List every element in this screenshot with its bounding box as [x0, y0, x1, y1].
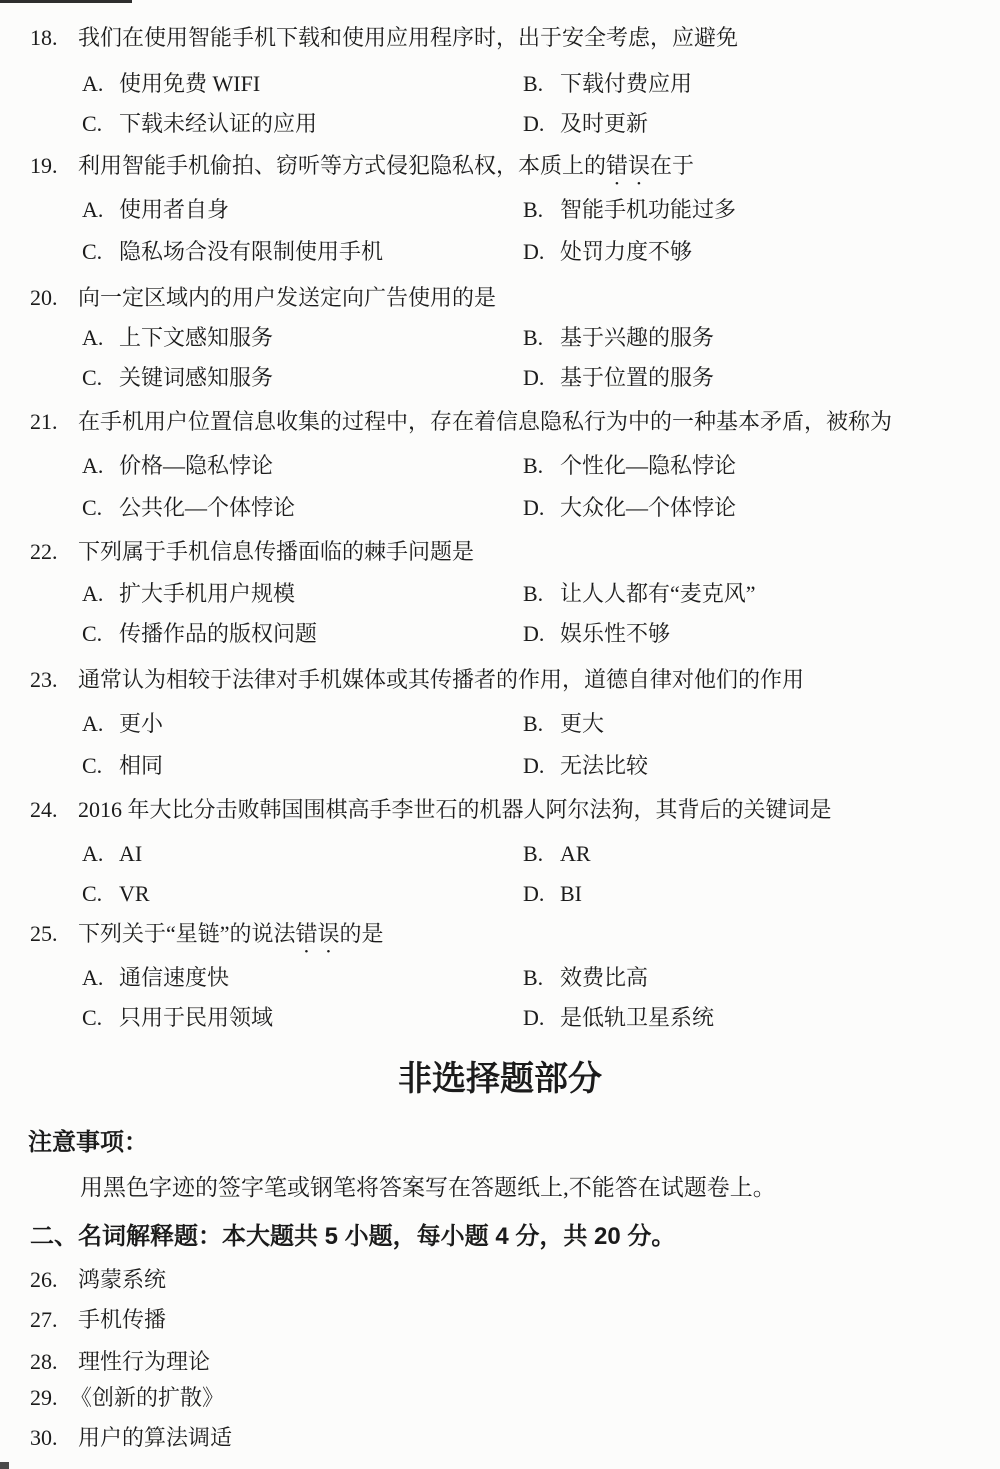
- option-b: [523, 452, 736, 480]
- option-letter: A.: [82, 71, 104, 96]
- option-letter: D.: [523, 365, 545, 390]
- item-text: 用户的算法调适: [78, 1425, 233, 1450]
- option-letter: A.: [82, 197, 104, 222]
- option-d: [523, 880, 582, 908]
- option-letter: D.: [523, 111, 545, 136]
- option-b: [523, 964, 648, 992]
- option-text: 大众化—个体悖论: [560, 495, 737, 520]
- option-c: [82, 238, 383, 266]
- option-letter: B.: [523, 71, 544, 96]
- option-a: [82, 964, 229, 992]
- item-27: [30, 1306, 166, 1334]
- option-text: 是低轨卫星系统: [560, 1005, 715, 1030]
- option-c: [82, 752, 163, 780]
- section2-title: 二、名词解释题：本大题共 5 小题，每小题 4 分，共 20 分。: [30, 1223, 676, 1250]
- option-text: 及时更新: [560, 111, 649, 136]
- option-c: [82, 364, 273, 392]
- option-text: 使用者自身: [119, 197, 230, 222]
- option-text: 只用于民用领域: [119, 1005, 274, 1030]
- option-text: 隐私场合没有限制使用手机: [119, 239, 384, 264]
- option-c: [82, 1004, 273, 1032]
- option-letter: D.: [523, 239, 545, 264]
- option-b: [523, 580, 756, 608]
- option-text: 智能手机功能过多: [560, 197, 737, 222]
- option-letter: C.: [82, 495, 103, 520]
- option-letter: D.: [523, 621, 545, 646]
- item-text: 手机传播: [78, 1307, 167, 1332]
- item-number: 28.: [30, 1349, 58, 1374]
- question-stem-emphasis: 错误: [295, 921, 340, 946]
- question-stem: 在于: [650, 153, 695, 178]
- option-c: [82, 880, 150, 908]
- option-text: 关键词感知服务: [119, 365, 274, 390]
- notice-title: 注意事项：: [28, 1129, 148, 1156]
- option-d: [523, 238, 692, 266]
- question-stem: 利用智能手机偷拍、窃听等方式侵犯隐私权，本质上的: [78, 153, 607, 178]
- item-30: [30, 1424, 232, 1452]
- option-text: 效费比高: [560, 965, 649, 990]
- question-stem-line: [30, 796, 832, 824]
- question-number: 21.: [30, 409, 58, 434]
- option-a: [82, 196, 229, 224]
- option-d: [523, 110, 648, 138]
- option-text: 下载付费应用: [560, 71, 693, 96]
- option-text: 更小: [119, 711, 164, 736]
- option-text: 处罚力度不够: [560, 239, 693, 264]
- option-letter: C.: [82, 365, 103, 390]
- question-number: 24.: [30, 797, 58, 822]
- option-text: 基于兴趣的服务: [560, 325, 715, 350]
- option-b: [523, 840, 591, 868]
- question-stem: 下列属于手机信息传播面临的棘手问题是: [78, 539, 475, 564]
- question-stem-line: [30, 284, 496, 312]
- question-stem: 2016 年大比分击败韩国围棋高手李世石的机器人阿尔法狗，其背后的关键词是: [78, 797, 832, 822]
- option-letter: B.: [523, 453, 544, 478]
- option-text: 基于位置的服务: [560, 365, 715, 390]
- question-number: 23.: [30, 667, 58, 692]
- option-letter: B.: [523, 841, 544, 866]
- option-letter: B.: [523, 197, 544, 222]
- scan-artifact-bottom: [0, 1462, 9, 1469]
- option-text: 扩大手机用户规模: [119, 581, 296, 606]
- question-stem-line: [30, 538, 474, 566]
- question-number: 18.: [30, 25, 58, 50]
- option-letter: C.: [82, 881, 103, 906]
- question-stem-line: [30, 24, 738, 52]
- option-letter: B.: [523, 325, 544, 350]
- item-text: 鸿蒙系统: [78, 1267, 167, 1292]
- option-text: 上下文感知服务: [119, 325, 274, 350]
- option-text: 使用免费 WIFI: [119, 71, 261, 96]
- option-b: [523, 196, 736, 224]
- option-text: VR: [119, 881, 150, 906]
- option-b: [523, 324, 714, 352]
- option-letter: A.: [82, 453, 104, 478]
- option-letter: A.: [82, 581, 104, 606]
- option-a: [82, 580, 295, 608]
- section-header: 非选择题部分: [398, 1060, 602, 1098]
- option-letter: D.: [523, 1005, 545, 1030]
- question-stem: 向一定区域内的用户发送定向广告使用的是: [78, 285, 497, 310]
- item-26: [30, 1266, 166, 1294]
- question-stem: 下列关于“星链”的说法: [78, 921, 296, 946]
- option-a: [82, 70, 260, 98]
- item-number: 26.: [30, 1267, 58, 1292]
- item-number: 30.: [30, 1425, 58, 1450]
- option-d: [523, 364, 714, 392]
- option-letter: A.: [82, 325, 104, 350]
- option-a: [82, 324, 273, 352]
- question-number: 22.: [30, 539, 58, 564]
- question-number: 19.: [30, 153, 58, 178]
- option-letter: C.: [82, 239, 103, 264]
- option-text: 让人人都有“麦克风”: [560, 581, 756, 606]
- option-d: [523, 1004, 714, 1032]
- option-letter: C.: [82, 111, 103, 136]
- option-text: 下载未经认证的应用: [119, 111, 318, 136]
- question-stem-line: [30, 408, 892, 436]
- option-b: [523, 70, 692, 98]
- option-c: [82, 494, 295, 522]
- item-number: 29.: [30, 1385, 58, 1410]
- scan-artifact-top: [0, 0, 132, 3]
- option-text: 相同: [119, 753, 164, 778]
- option-a: [82, 710, 163, 738]
- option-text: AI: [119, 841, 143, 866]
- option-letter: C.: [82, 1005, 103, 1030]
- option-text: 个性化—隐私悖论: [560, 453, 737, 478]
- option-text: BI: [560, 881, 582, 906]
- question-stem: 通常认为相较于法律对手机媒体或其传播者的作用，道德自律对他们的作用: [78, 667, 805, 692]
- option-a: [82, 840, 142, 868]
- option-a: [82, 452, 273, 480]
- question-stem-line: [30, 666, 804, 694]
- notice-text: 用黑色字迹的签字笔或钢笔将答案写在答题纸上,不能答在试题卷上。: [80, 1175, 776, 1200]
- option-letter: A.: [82, 965, 104, 990]
- option-text: 通信速度快: [119, 965, 230, 990]
- option-letter: A.: [82, 841, 104, 866]
- option-letter: D.: [523, 881, 545, 906]
- question-stem: 在手机用户位置信息收集的过程中，存在着信息隐私行为中的一种基本矛盾，被称为: [78, 409, 893, 434]
- option-letter: B.: [523, 711, 544, 736]
- option-c: [82, 110, 317, 138]
- option-text: 更大: [560, 711, 605, 736]
- option-letter: B.: [523, 581, 544, 606]
- option-text: 无法比较: [560, 753, 649, 778]
- option-text: AR: [560, 841, 591, 866]
- option-d: [523, 494, 736, 522]
- option-letter: B.: [523, 965, 544, 990]
- item-number: 27.: [30, 1307, 58, 1332]
- option-letter: A.: [82, 711, 104, 736]
- option-text: 公共化—个体悖论: [119, 495, 296, 520]
- option-letter: D.: [523, 753, 545, 778]
- item-text: 《创新的扩散》: [70, 1385, 225, 1410]
- item-29: [30, 1384, 224, 1412]
- option-d: [523, 752, 648, 780]
- question-stem-line: [30, 920, 384, 958]
- option-d: [523, 620, 670, 648]
- question-stem-emphasis: 错误: [606, 153, 651, 178]
- question-number: 20.: [30, 285, 58, 310]
- question-stem: 我们在使用智能手机下载和使用应用程序时，出于安全考虑，应避免: [78, 25, 739, 50]
- option-b: [523, 710, 604, 738]
- option-c: [82, 620, 317, 648]
- option-text: 价格—隐私悖论: [119, 453, 274, 478]
- item-28: [30, 1348, 210, 1376]
- question-stem-line: [30, 152, 694, 190]
- option-letter: C.: [82, 753, 103, 778]
- question-number: 25.: [30, 921, 58, 946]
- option-letter: D.: [523, 495, 545, 520]
- option-letter: C.: [82, 621, 103, 646]
- option-text: 传播作品的版权问题: [119, 621, 318, 646]
- question-stem: 的是: [339, 921, 384, 946]
- option-text: 娱乐性不够: [560, 621, 671, 646]
- item-text: 理性行为理论: [78, 1349, 211, 1374]
